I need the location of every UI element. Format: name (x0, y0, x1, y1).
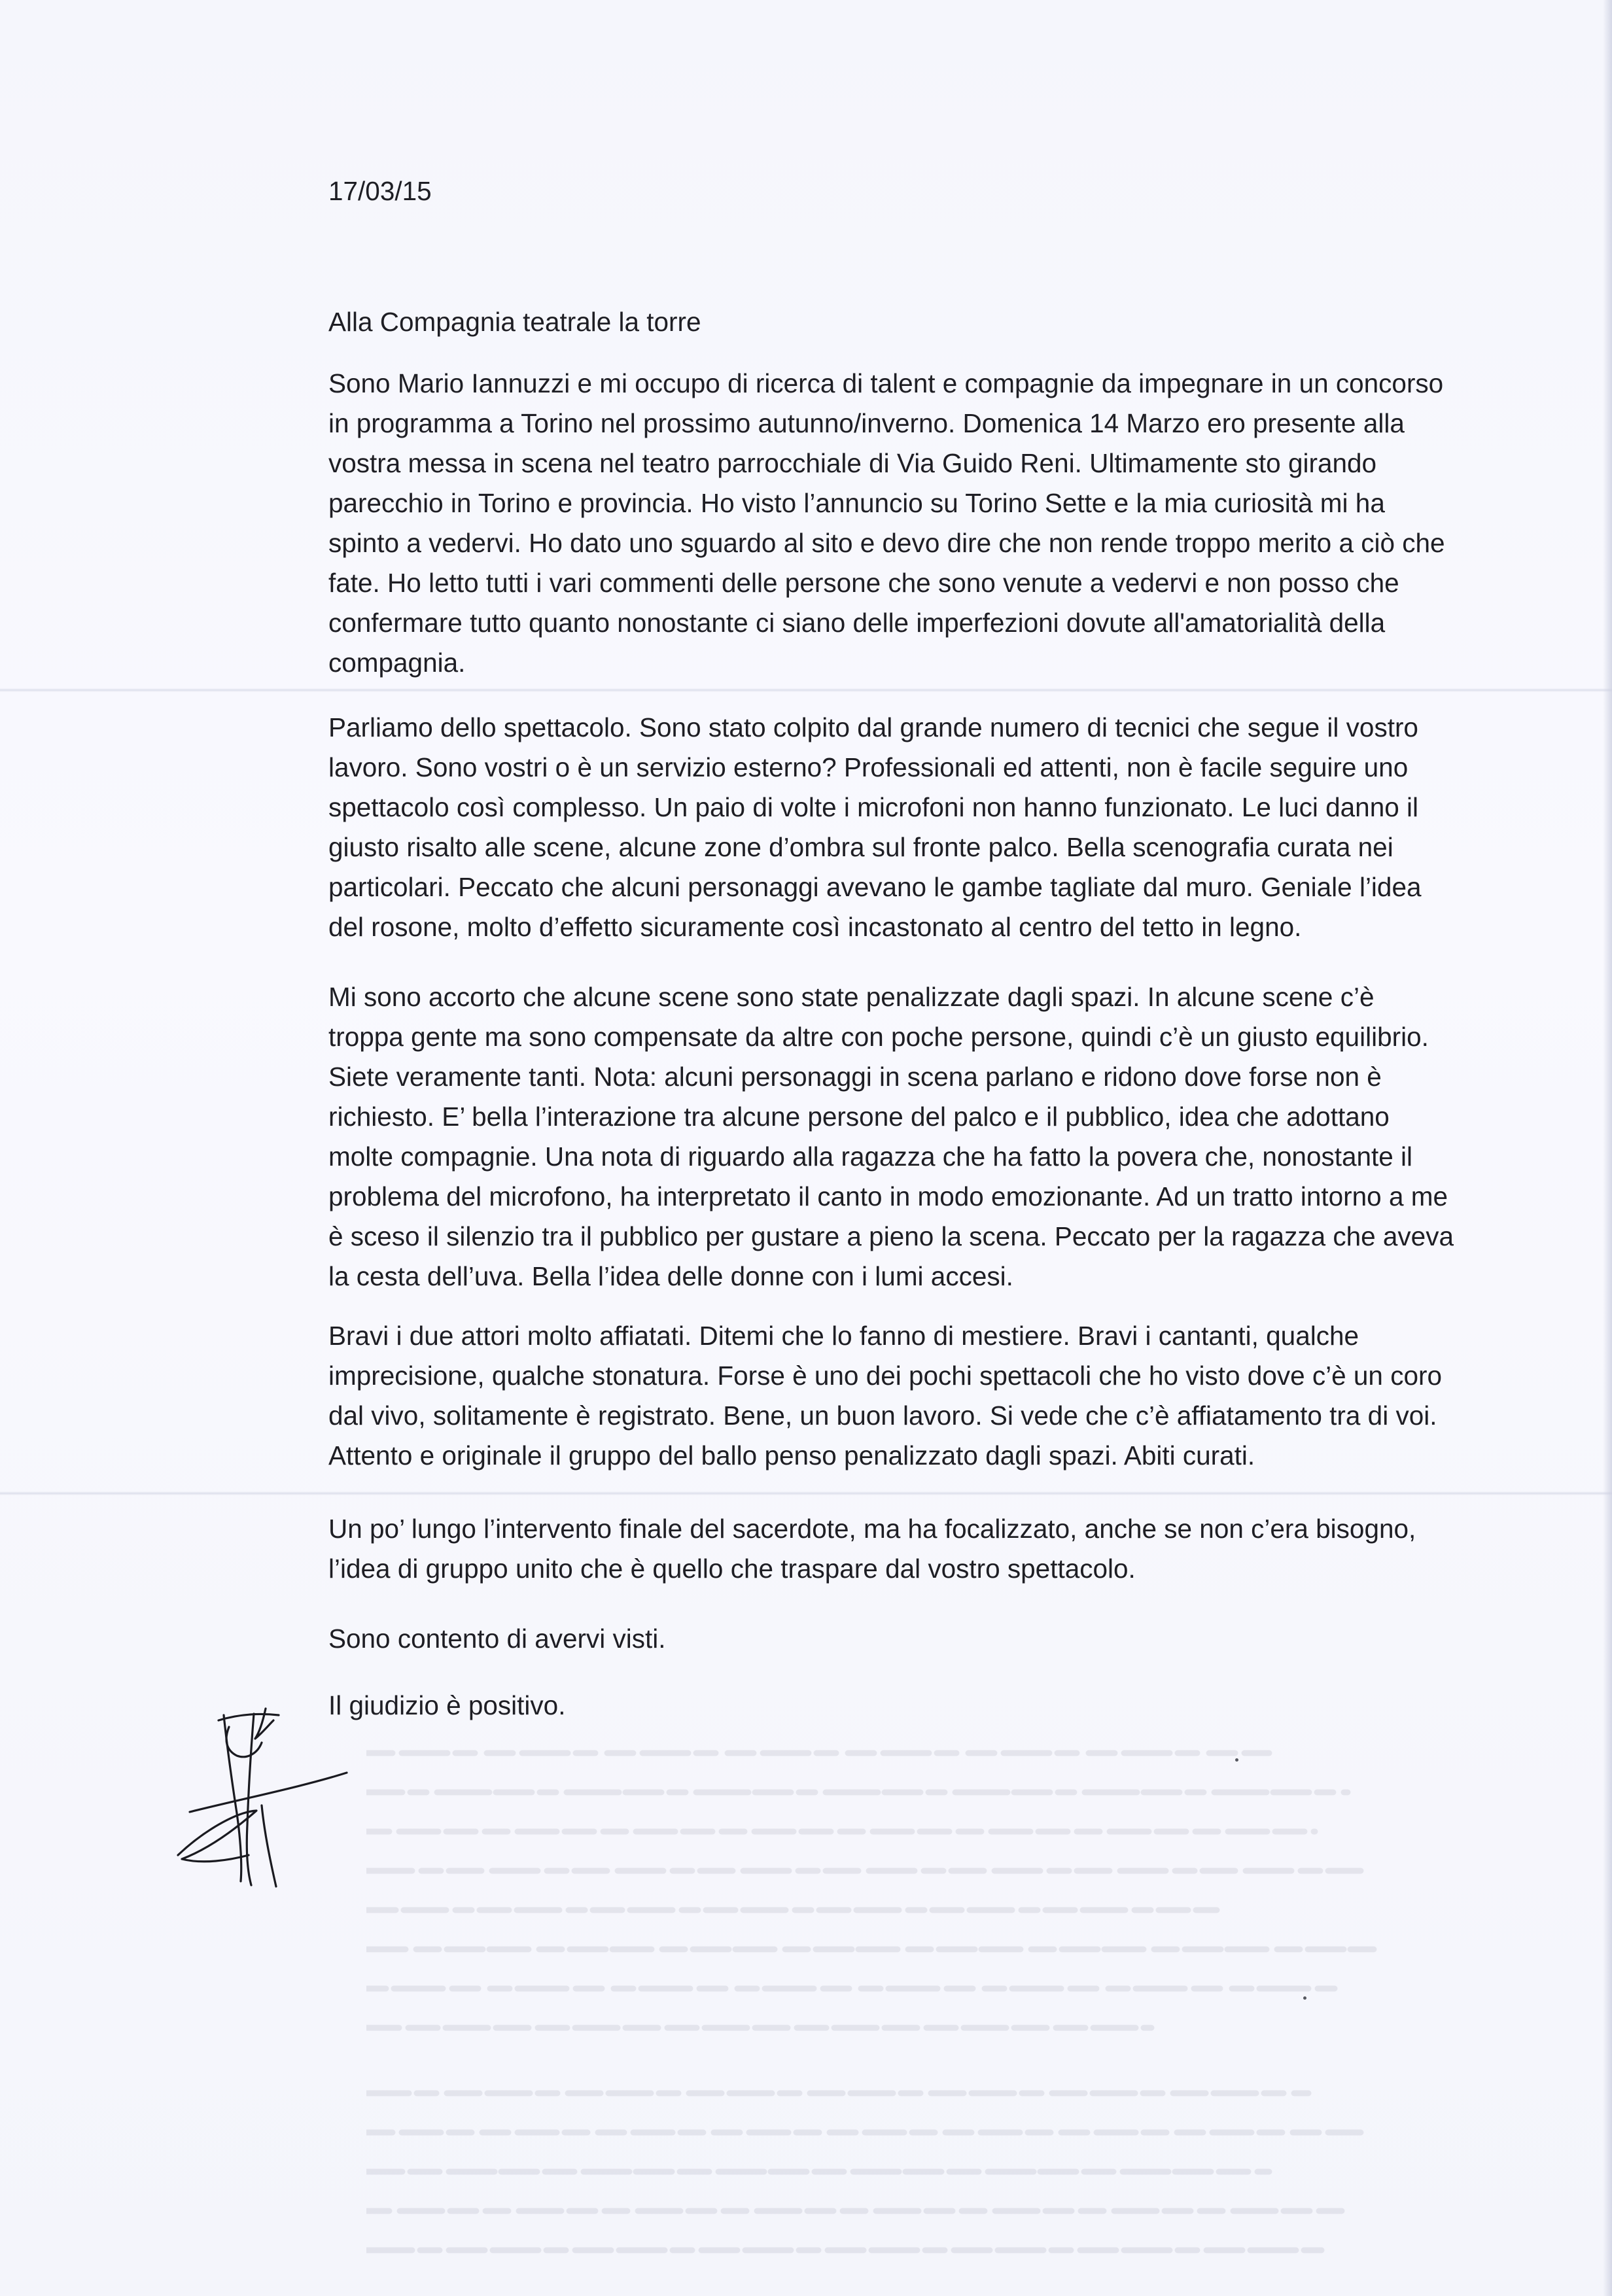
letter-date: 17/03/15 (328, 176, 432, 206)
text-line: Un po’ lungo l’intervento finale del sacerdote, ma ha focalizzato, anche se non c’era bisogno, (328, 1514, 1416, 1544)
text-line: troppa gente ma sono compensate da altre con poche persone, quindi c’è un giusto equilibrio. (328, 1022, 1429, 1052)
text-line: Il giudizio è positivo. (328, 1690, 566, 1720)
paper-fold-line (0, 1491, 1612, 1495)
text-line: vostra messa in scena nel teatro parrocchiale di Via Guido Reni. Ultimamente sto girando (328, 448, 1377, 478)
paragraph-introduction (328, 364, 1611, 683)
text-line: Siete veramente tanti. Nota: alcuni personaggi in scena parlano e ridono dove forse non è (328, 1062, 1382, 1092)
paragraph-ending-review (328, 1509, 1611, 1589)
text-line: Mi sono accorto che alcune scene sono state penalizzate dagli spazi. In alcune scene c’è (328, 982, 1375, 1012)
paragraph-closing (328, 1619, 1611, 1659)
text-line: la cesta dell’uva. Bella l’idea delle donne con i lumi accesi. (328, 1261, 1013, 1291)
text-line: giusto risalto alle scene, alcune zone d’ombra sul fronte palco. Bella scenografia curata nei (328, 832, 1393, 862)
text-line: l’idea di gruppo unito che è quello che traspare dal vostro spettacolo. (328, 1554, 1136, 1584)
text-line: compagnia. (328, 648, 466, 678)
text-line: Parliamo dello spettacolo. Sono stato colpito dal grande numero di tecnici che segue il vostro (328, 712, 1418, 742)
letter-recipient: Alla Compagnia teatrale la torre (328, 307, 701, 337)
text-line: in programma a Torino nel prossimo autunno/inverno. Domenica 14 Marzo ero presente alla (328, 408, 1405, 438)
text-line: spinto a vedervi. Ho dato uno sguardo al sito e devo dire che non rende troppo merito a ciò che (328, 528, 1445, 558)
text-line: Sono Mario Iannuzzi e mi occupo di ricerca di talent e compagnie da impegnare in un concorso (328, 368, 1444, 398)
handwritten-signature-icon (164, 1701, 360, 1897)
paragraph-technical-review (328, 708, 1611, 947)
text-line: spettacolo così complesso. Un paio di volte i microfoni non hanno funzionato. Le luci danno il (328, 792, 1418, 822)
text-line: imprecisione, qualche stonatura. Forse è uno dei pochi spettacoli che ho visto dove c’è un coro (328, 1361, 1442, 1391)
scan-speck (1235, 1758, 1238, 1762)
paragraph-verdict (328, 1686, 1611, 1726)
paper-fold-line (0, 688, 1612, 692)
text-line: fate. Ho letto tutti i vari commenti delle persone che sono venute a vedervi e non posso che (328, 568, 1399, 598)
text-line: del rosone, molto d’effetto sicuramente così incastonato al centro del tetto in legno. (328, 912, 1302, 942)
show-through-ghost-text (366, 1727, 1387, 2289)
paragraph-staging-review (328, 977, 1611, 1296)
text-line: lavoro. Sono vostri o è un servizio esterno? Professionali ed attenti, non è facile seguire uno (328, 752, 1409, 782)
text-line: dal vivo, solitamente è registrato. Bene, un buon lavoro. Si vede che c’è affiatamento tra di voi. (328, 1400, 1437, 1431)
text-line: particolari. Peccato che alcuni personaggi avevano le gambe tagliate dal muro. Geniale l’idea (328, 872, 1422, 902)
paragraph-cast-review (328, 1316, 1611, 1476)
text-line: richiesto. E’ bella l’interazione tra alcune persone del palco e il pubblico, idea che adottano (328, 1102, 1390, 1132)
text-line: Bravi i due attori molto affiatati. Ditemi che lo fanno di mestiere. Bravi i cantanti, qualche (328, 1321, 1359, 1351)
text-line: problema del microfono, ha interpretato il canto in modo emozionante. Ad un tratto intorno a me (328, 1181, 1448, 1211)
scan-speck (1303, 1996, 1306, 2000)
text-line: molte compagnie. Una nota di riguardo alla ragazza che ha fatto la povera che, nonostante il (328, 1141, 1413, 1172)
text-line: Attento e originale il gruppo del ballo penso penalizzato dagli spazi. Abiti curati. (328, 1440, 1255, 1470)
text-line: Sono contento di avervi visti. (328, 1624, 666, 1654)
text-line: è sceso il silenzio tra il pubblico per gustare a pieno la scena. Peccato per la ragazza che aveva (328, 1221, 1454, 1251)
text-line: parecchio in Torino e provincia. Ho visto l’annuncio su Torino Sette e la mia curiosità mi ha (328, 488, 1385, 518)
text-line: confermare tutto quanto nonostante ci siano delle imperfezioni dovute all'amatorialità della (328, 608, 1386, 638)
